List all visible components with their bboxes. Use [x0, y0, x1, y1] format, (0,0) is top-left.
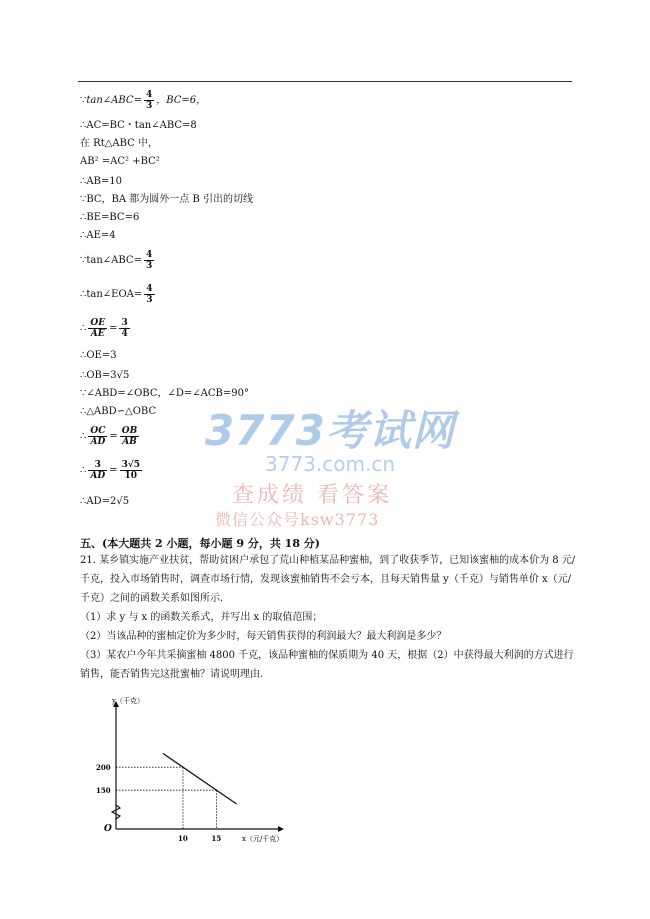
solution-line-5: ∴AB=10	[80, 176, 123, 187]
y-tick-150: 150	[96, 786, 111, 796]
solution-line-1: ∵tan∠ABC= $\frac{4}{3}$ ，BC=6，	[80, 90, 207, 111]
question-1: （1）求 y 与 x 的函数关系式，并写出 x 的取值范围；	[80, 612, 323, 623]
x-tick-15: 15	[211, 834, 222, 843]
solution-line-14: ∵∠ABD=∠OBC，∠D=∠ACB=90°	[80, 388, 249, 399]
solution-line-15: ∴△ABD∽△OBC	[80, 406, 157, 417]
solution-line-3: 在 Rt△ABC 中，	[80, 138, 159, 149]
x-axis-arrow	[278, 826, 284, 832]
solution-line-10: ∴tan∠EOA= $\frac{4}{3}$	[80, 284, 153, 305]
solution-line-6: ∵BC，BA 都为圆外一点 B 引出的切线	[80, 194, 254, 205]
watermark-url: 3773.com.cn	[265, 452, 395, 476]
solution-line-7: ∴BE=BC=6	[80, 212, 140, 223]
question-2: （2）当该品种的蜜柚定价为多少时，每天销售获得的利润最大？最大利润是多少？	[80, 631, 447, 642]
sales-line	[163, 753, 237, 804]
solution-line-9: ∵tan∠ABC= $\frac{4}{3}$	[80, 250, 153, 271]
x-tick-10: 10	[178, 834, 188, 843]
solution-line-18: ∴AD=2√5	[80, 496, 130, 507]
solution-line-8: ∴AE=4	[80, 230, 116, 241]
origin-label: O	[104, 824, 112, 834]
solution-line-12: ∴OE=3	[80, 350, 117, 361]
solution-line-16: ∴ $\frac{OC}{AD}$ = $\frac{OB}{AB}$	[80, 426, 138, 447]
section-title: 五、(本大题共 2 小题，每小题 9 分，共 18 分)	[80, 537, 321, 550]
question-3: （3）某农户今年共采摘蜜柚 4800 千克，该品种蜜柚的保质期为 40 天，根据（2）中获得最大利润的方式进行销售，能否销售完这批蜜柚？请说明理由.	[80, 650, 574, 680]
watermark-score: 查成绩 看答案	[232, 483, 392, 508]
solution-line-11: ∴ $\frac{OE}{AE}$ = $\frac{3}{4}$	[80, 318, 128, 339]
solution-line-13: ∴OB=3√5	[80, 370, 130, 381]
solution-line-17: ∴ $\frac{3}{AD}$ = $\frac{3√5}{10}$	[80, 460, 141, 481]
y-axis-label: y（千克）	[112, 697, 144, 705]
sales-chart	[80, 695, 310, 855]
x-axis-label: x（元/千克）	[242, 835, 284, 843]
solution-line-4: AB² =AC² +BC²	[80, 156, 160, 167]
watermark-logo: 3773考试网	[205, 406, 455, 455]
data-point-0	[182, 766, 184, 768]
data-point-1	[216, 789, 218, 791]
problem-text: 21. 某乡镇实施产业扶贫，帮助贫困户承包了荒山种植某品种蜜柚，到了收获季节，已知该蜜柚的成本价为 8 元/千克，投入市场销售时，调查市场行情，发现该蜜柚销售不会亏本，且每天销售量 y（千克）与销售单价 x（元/千克）之间的函数关系如图所示.	[80, 555, 576, 604]
y-tick-200: 200	[96, 763, 111, 773]
solution-line-2: ∴AC=BC・tan∠ABC=8	[80, 120, 197, 131]
watermark-wechat: 微信公众号ksw3773	[215, 510, 380, 529]
header-rule	[78, 81, 572, 82]
